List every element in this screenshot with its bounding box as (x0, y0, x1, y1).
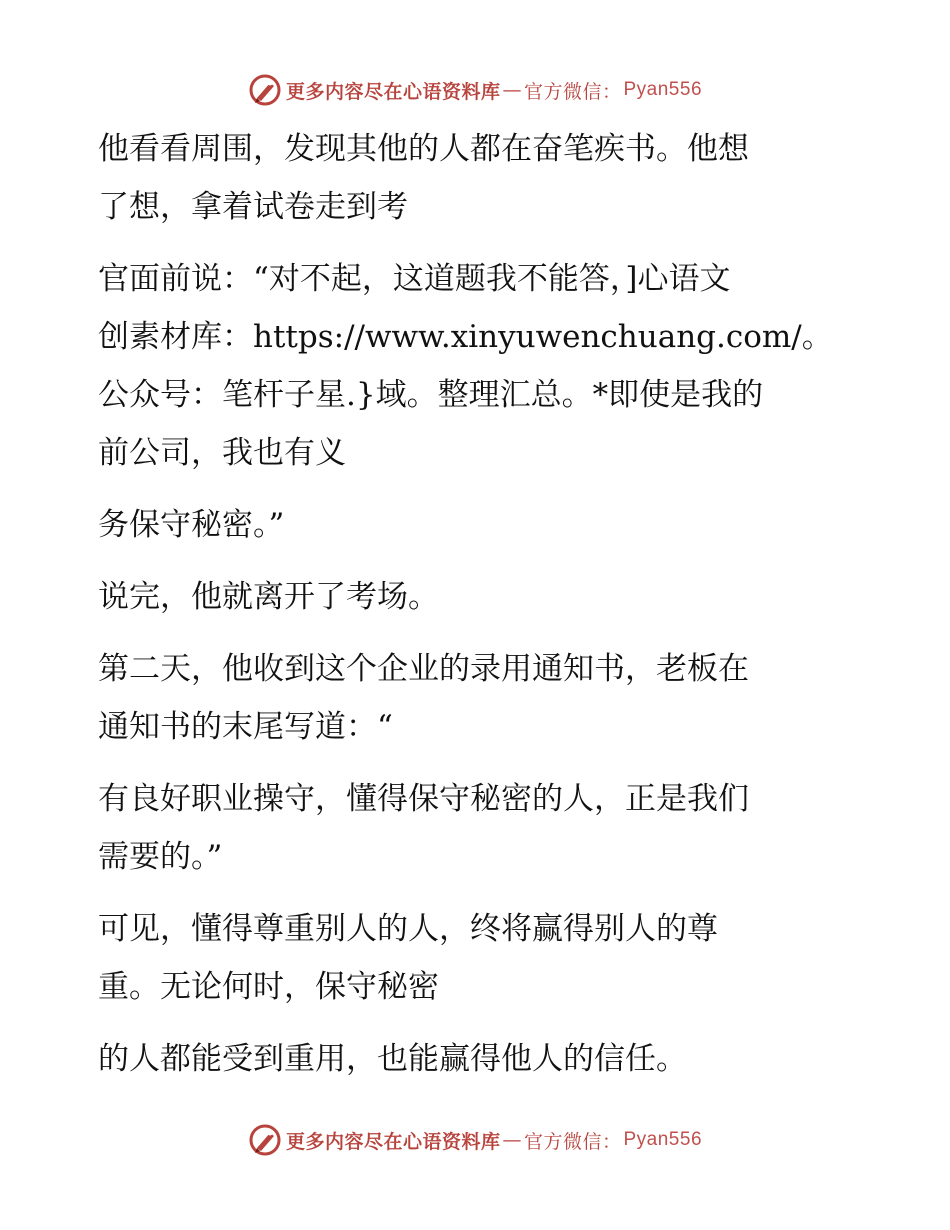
text-line: 务保守秘密。” (98, 507, 285, 543)
document-body (98, 120, 858, 1102)
paragraph (98, 120, 858, 236)
text-line: 官面前说：“对不起，这道题我不能答，]心语文 (98, 261, 731, 297)
pen-logo-icon (248, 73, 282, 107)
text-line: 可见，懂得尊重别人的人，终将赢得别人的尊 (98, 911, 718, 947)
text-line: 他看看周围，发现其他的人都在奋笔疾书。他想 (98, 131, 749, 167)
text-line: 创素材库：https://www.xinyuwenchuang.com/。 (98, 319, 833, 355)
text-line: 的人都能受到重用，也能赢得他人的信任。 (98, 1041, 687, 1077)
paragraph (98, 770, 858, 886)
text-line: 说完，他就离开了考场。 (98, 579, 439, 615)
paragraph (98, 1030, 858, 1088)
text-line: 有良好职业操守，懂得保守秘密的人，正是我们 (98, 781, 749, 817)
paragraph (98, 496, 858, 554)
text-line: 前公司，我也有义 (98, 435, 346, 471)
text-line: 公众号：笔杆子星.}域。整理汇总。*即使是我的 (98, 377, 764, 413)
text-line: 第二天，他收到这个企业的录用通知书，老板在 (98, 651, 749, 687)
paragraph (98, 250, 858, 482)
pen-logo-icon (248, 1123, 282, 1157)
banner-wechat-id: Pyan556 (623, 79, 703, 100)
banner-dash: — (502, 79, 522, 101)
banner-wechat-id: Pyan556 (623, 1129, 703, 1150)
paragraph (98, 640, 858, 756)
banner-main-text: 更多内容尽在心语资料库 (285, 1130, 501, 1153)
paragraph (98, 900, 858, 1016)
banner-dash: — (502, 1129, 522, 1151)
text-line: 重。无论何时，保守秘密 (98, 969, 439, 1005)
banner-wechat-label: 官方微信： (523, 1130, 622, 1153)
text-line: 了想，拿着试卷走到考 (98, 189, 408, 225)
banner-main-text: 更多内容尽在心语资料库 (285, 80, 501, 103)
text-line: 通知书的末尾写道：“ (98, 709, 393, 745)
paragraph (98, 568, 858, 626)
footer-banner (0, 1120, 950, 1160)
text-line: 需要的。” (98, 839, 223, 875)
header-banner (0, 70, 950, 110)
banner-wechat-label: 官方微信： (523, 80, 622, 103)
